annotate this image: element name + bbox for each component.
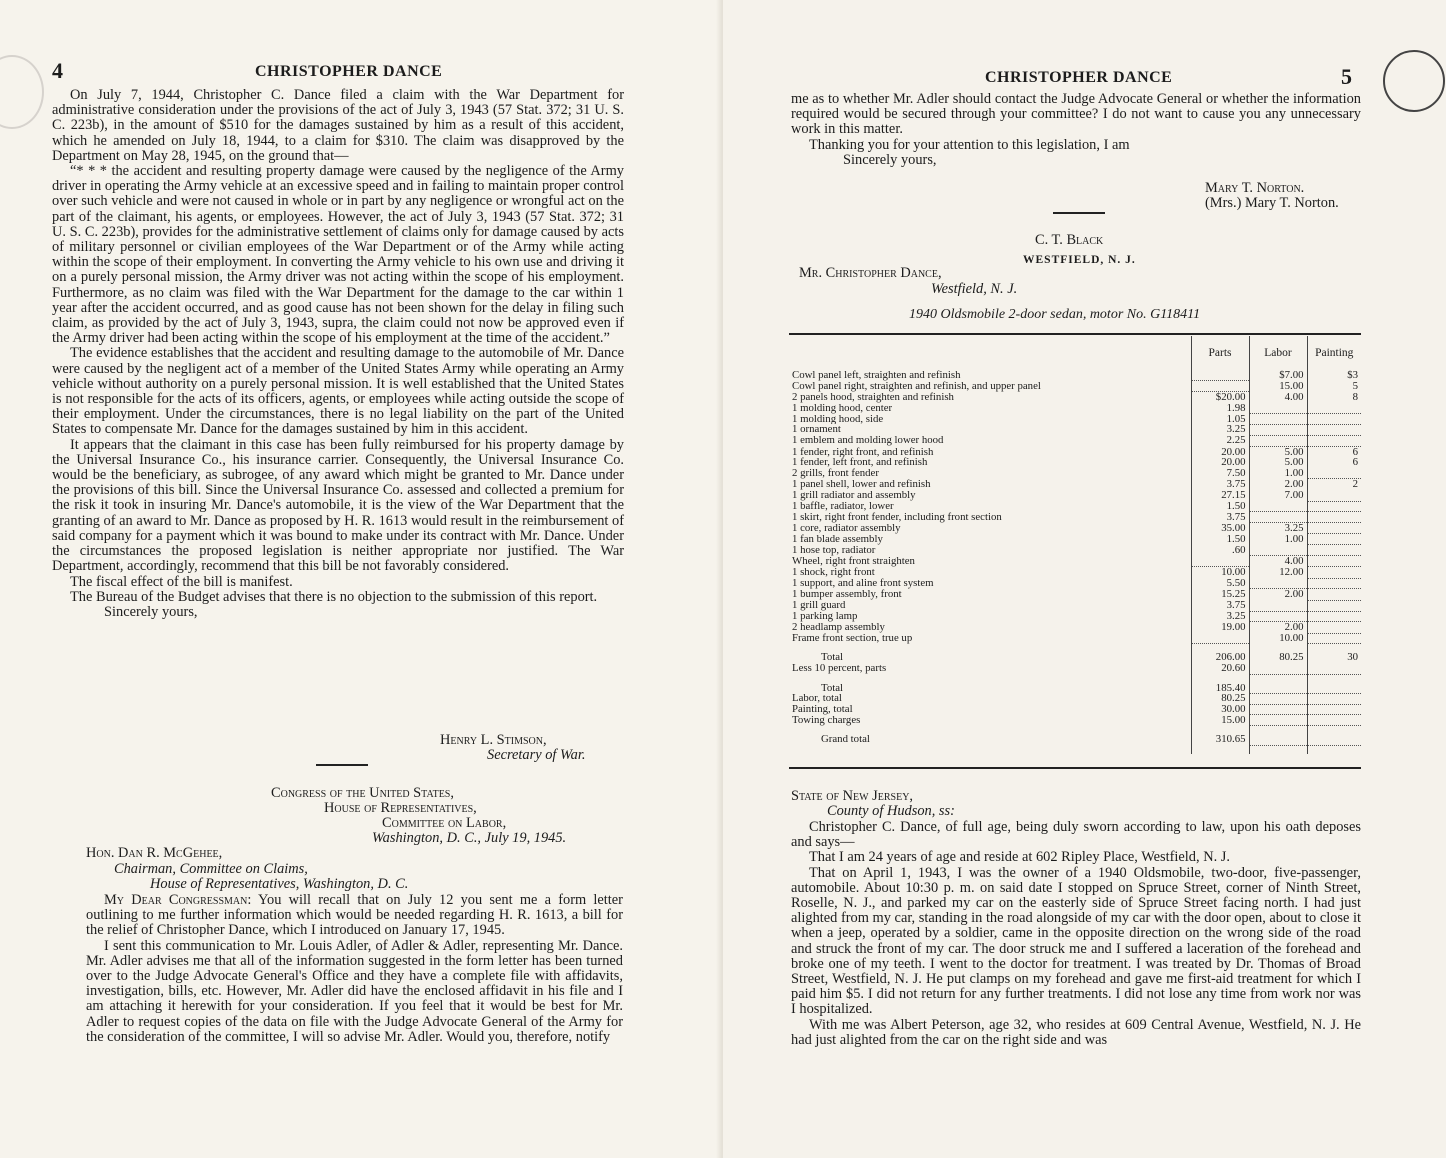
painting-total-label: Painting, total <box>792 704 853 715</box>
less-value: 20.60 <box>1191 663 1249 674</box>
table-row <box>789 622 1361 633</box>
painting-cell <box>1307 424 1361 435</box>
painting-cell <box>1307 501 1361 512</box>
parts-cell: 1.50 <box>1191 534 1249 545</box>
item-description: 1 panel shell, lower and refinish <box>792 478 931 491</box>
table-row-subtotal <box>789 683 1361 694</box>
subtotal-label: Total <box>821 682 844 694</box>
affidavit-county: County of Hudson, ss: <box>827 803 955 819</box>
painting-cell <box>1307 600 1361 611</box>
column-header-labor: Labor <box>1249 336 1307 370</box>
labor-cell <box>1249 403 1307 414</box>
item-description: 2 panels hood, straighten and refinish <box>792 391 954 403</box>
item-description: 1 support, and aline front system <box>792 578 934 589</box>
item-description: 1 grill radiator and assembly <box>792 490 916 502</box>
addressee-org: House of Representatives, Washington, D. C. <box>150 876 409 892</box>
parts-cell: 20.00 <box>1191 446 1249 457</box>
norton-signature-alt: (Mrs.) Mary T. Norton. <box>1205 195 1339 211</box>
labor-cell <box>1249 611 1307 622</box>
norton-letter-continued <box>791 92 1361 168</box>
paragraph: That on April 1, 1943, I was the owner of a 1940 Oldsmobile, two-door, five-passenger, automobile. About 10:30 p. m. on said date I stopped on Spruce Street, corner of Ninth Street, Roselle, N. J., and parked my car on the easterly side of Spruce Street facing north. I had just alighted from my car, standing in the road alongside of my car with the door open, about to close it when a jeep, operated by a soldier, came in the opposite direction on the wrong side of the road and struck the front of my car. The door struck me and I suffered a laceration of the forehead and broke one of my teeth. I went to the doctor for treatment. I was treated by Dr. Thomas of Broad Street, Westfield, N. J. He put clamps on my forehead and gave me first-aid treatment for which I paid him $5. I did not return for any further treatments. I did not lose any time from work nor was I hospitalized. <box>791 864 1361 1018</box>
repair-estimate-table <box>789 336 1361 754</box>
signer-title: Secretary of War. <box>487 747 586 763</box>
running-head-right: CHRISTOPHER DANCE <box>985 69 1173 86</box>
table-row <box>789 545 1361 556</box>
table-row <box>789 567 1361 578</box>
item-description: Cowl panel right, straighten and refinish, and upper panel <box>792 380 1041 392</box>
item-description: 2 grills, front fender <box>792 468 879 479</box>
affidavit-state: State of New Jersey, <box>791 788 914 804</box>
vendor-city: WESTFIELD, N. J. <box>1023 254 1136 266</box>
letter-paragraph: I sent this communication to Mr. Louis Adler, of Adler & Adler, representing Mr. Dance. Mr. Adler advises me that all of the information suggested in the form letter has been turned over to the Judge Advocate General's Office and they have a complete file with affidavits, investigation, bills, etc. However, Mr. Adler did have the enclosed affidavit in his file and I am attaching it herewith for your consideration. If you feel that it would be best for Mr. Adler to request copies of the data on file with the Judge Advocate General of the Army for the consideration of the committee, I will so advise Mr. Adler. Would you, therefore, notify <box>86 937 623 1045</box>
painting-cell <box>1307 633 1361 644</box>
parts-cell <box>1191 633 1249 644</box>
labor-cell: 2.00 <box>1249 622 1307 633</box>
table-row <box>789 501 1361 512</box>
total-label: Total <box>821 652 844 664</box>
painting-cell <box>1307 567 1361 578</box>
page-number-right: 5 <box>1341 64 1352 89</box>
parts-cell <box>1191 370 1249 381</box>
labor-cell: 7.00 <box>1249 490 1307 501</box>
item-description: 1 emblem and molding lower hood <box>792 435 944 447</box>
table-row <box>789 424 1361 435</box>
painting-cell: $3 <box>1307 370 1361 381</box>
table-bottom-rule <box>789 767 1361 769</box>
total-painting: 30 <box>1307 652 1361 663</box>
table-row-towing <box>789 715 1361 726</box>
labor-cell: $7.00 <box>1249 370 1307 381</box>
customer-city: Westfield, N. J. <box>931 281 1018 297</box>
war-dept-report-body <box>52 88 624 620</box>
item-description: 1 fender, left front, and refinish <box>792 457 928 469</box>
item-description: 1 grill guard <box>792 600 846 612</box>
table-row <box>789 370 1361 381</box>
painting-cell <box>1307 534 1361 545</box>
table-row <box>789 414 1361 425</box>
painting-cell <box>1307 545 1361 556</box>
item-description: 1 skirt, right front fender, including front section <box>792 511 1002 523</box>
table-row <box>789 600 1361 611</box>
labor-cell: 10.00 <box>1249 633 1307 644</box>
table-row-total <box>789 652 1361 663</box>
total-parts: 206.00 <box>1191 652 1249 663</box>
item-description: 1 ornament <box>792 424 841 436</box>
parts-cell: 20.00 <box>1191 457 1249 468</box>
labor-total-value: 80.25 <box>1191 693 1249 704</box>
labor-cell <box>1249 435 1307 446</box>
painting-cell: 5 <box>1307 381 1361 392</box>
labor-cell <box>1249 414 1307 425</box>
closing: Sincerely yours, <box>843 151 937 168</box>
labor-cell: 5.00 <box>1249 457 1307 468</box>
painting-total-value: 30.00 <box>1191 704 1249 715</box>
item-description: 1 core, radiator assembly <box>792 522 901 534</box>
table-row <box>789 611 1361 622</box>
item-description: Frame front section, true up <box>792 633 913 644</box>
painting-cell <box>1307 523 1361 534</box>
parts-cell: $20.00 <box>1191 392 1249 403</box>
affidavit-body <box>791 820 1361 1048</box>
running-head-left: CHRISTOPHER DANCE <box>255 63 443 80</box>
parts-cell <box>1191 556 1249 567</box>
table-row <box>789 490 1361 501</box>
paragraph: Thanking you for your attention to this legislation, I am <box>809 136 1130 153</box>
labor-cell: 2.00 <box>1249 589 1307 600</box>
paragraph: Christopher C. Dance, of full age, being duly sworn according to law, upon his oath deposes and says— <box>791 819 1361 851</box>
parts-cell: 3.25 <box>1191 611 1249 622</box>
labor-cell <box>1249 512 1307 523</box>
parts-cell: 19.00 <box>1191 622 1249 633</box>
letterhead-house: House of Representatives, <box>324 800 477 816</box>
page-number-left: 4 <box>52 58 63 83</box>
parts-cell: 10.00 <box>1191 567 1249 578</box>
labor-cell <box>1249 600 1307 611</box>
labor-cell: 1.00 <box>1249 534 1307 545</box>
letterhead-congress: Congress of the United States, <box>271 785 454 801</box>
table-row <box>789 457 1361 468</box>
painting-cell <box>1307 414 1361 425</box>
paragraph: me as to whether Mr. Adler should contact the Judge Advocate General or whether the information required would be secured through your committee? I do not want to cause you any unnecessary work in this matter. <box>791 91 1361 138</box>
parts-cell: 7.50 <box>1191 468 1249 479</box>
letter-paragraph-text: You will recall that on July 12 you sent me a form letter outlining to me further information which would be needed regarding H. R. 1613, a bill for the relief of Christopher Dance, which I introduced on January 17, 1945. <box>86 892 623 939</box>
item-description: 1 shock, right front <box>792 566 875 579</box>
table-row <box>789 523 1361 534</box>
painting-cell: 8 <box>1307 392 1361 403</box>
table-row <box>789 446 1361 457</box>
norton-signature: Mary T. Norton. <box>1205 180 1305 196</box>
salutation: My Dear Congressman: <box>104 892 252 908</box>
grand-total-label: Grand total <box>821 734 870 745</box>
painting-cell <box>1307 578 1361 589</box>
table-row <box>789 381 1361 392</box>
table-row <box>789 435 1361 446</box>
paragraph: It appears that the claimant in this case has been fully reimbursed for his property damage by the Universal Insurance Co., his insurance carrier. Consequently, the Universal Insurance Co. would be the beneficiary, as subrogee, of any award which might be granted to Mr. Dance under the provisions of this bill. Since the Universal Insurance Co. assessed and collected a premium for the risk it took in insuring Mr. Dance's automobile, it is the view of the War Department that the granting of an award to Mr. Dance as proposed by H. R. 1613 would result in the reimbursement of said company for a payment which it was bound to make under its contract with Mr. Dance. Under the circumstances the proposed legislation is neither appropriate nor justified. The War Department, accordingly, recommend that this bill be not favorably considered. <box>52 436 624 575</box>
letterhead-committee: Committee on Labor, <box>382 815 507 831</box>
section-divider <box>316 764 368 766</box>
towing-value: 15.00 <box>1191 715 1249 726</box>
labor-cell: 1.00 <box>1249 468 1307 479</box>
addressee-title: Chairman, Committee on Claims, <box>114 861 308 877</box>
item-description: 2 headlamp assembly <box>792 621 885 634</box>
norton-letter-body <box>86 893 623 1045</box>
painting-cell <box>1307 512 1361 523</box>
parts-cell: 1.50 <box>1191 501 1249 512</box>
column-header-item <box>789 336 1191 370</box>
item-description: 1 fan blade assembly <box>792 533 883 545</box>
painting-cell <box>1307 490 1361 501</box>
parts-cell: 1.98 <box>1191 403 1249 414</box>
paragraph: On July 7, 1944, Christopher C. Dance filed a claim with the War Department for administrative consideration under the provisions of the act of July 3, 1943 (57 Stat. 372; 31 U. S. C. 223b), in the amount of $510 for the damages sustained by him as a result of this accident, which he amended on July 18, 1944, to a claim for $310. The claim was disapproved by the Department on May 28, 1945, on the ground that— <box>52 87 624 164</box>
archive-stamp-faint <box>0 55 44 129</box>
table-header-row <box>789 336 1361 370</box>
parts-cell: 5.50 <box>1191 578 1249 589</box>
painting-cell <box>1307 435 1361 446</box>
table-row-labor-total <box>789 693 1361 704</box>
painting-cell: 6 <box>1307 446 1361 457</box>
estimate-totals <box>789 644 1361 754</box>
paragraph: The fiscal effect of the bill is manifest. <box>70 573 293 590</box>
vehicle-description: 1940 Oldsmobile 2-door sedan, motor No. G118411 <box>909 307 1201 322</box>
towing-label: Towing charges <box>792 714 861 726</box>
table-row-painting-total <box>789 704 1361 715</box>
labor-cell: 3.25 <box>1249 523 1307 534</box>
table-row <box>789 479 1361 490</box>
signer-name: Henry L. Stimson, <box>440 732 547 748</box>
item-description: 1 bumper assembly, front <box>792 588 902 601</box>
labor-cell: 4.00 <box>1249 556 1307 567</box>
table-row <box>789 589 1361 600</box>
parts-cell <box>1191 381 1249 392</box>
table-row <box>789 512 1361 523</box>
parts-cell: 3.75 <box>1191 512 1249 523</box>
painting-cell <box>1307 556 1361 567</box>
table-row <box>789 468 1361 479</box>
labor-cell: 5.00 <box>1249 446 1307 457</box>
estimate-rows <box>789 370 1361 644</box>
total-labor: 80.25 <box>1249 652 1307 663</box>
less-label: Less 10 percent, parts <box>792 663 887 675</box>
table-row <box>789 556 1361 567</box>
table-row <box>789 392 1361 403</box>
library-stamp <box>1383 50 1445 112</box>
grand-total-value: 310.65 <box>1191 734 1249 745</box>
painting-cell <box>1307 622 1361 633</box>
painting-cell <box>1307 468 1361 479</box>
table-top-rule <box>789 333 1361 335</box>
parts-cell: 1.05 <box>1191 414 1249 425</box>
parts-cell: 2.25 <box>1191 435 1249 446</box>
table-row-grand-total <box>789 734 1361 745</box>
labor-cell: 12.00 <box>1249 567 1307 578</box>
parts-cell: 35.00 <box>1191 523 1249 534</box>
item-description: 1 hose top, radiator <box>792 544 876 556</box>
labor-cell <box>1249 545 1307 556</box>
parts-cell: .60 <box>1191 545 1249 556</box>
parts-cell: 15.25 <box>1191 589 1249 600</box>
paragraph: With me was Albert Peterson, age 32, who resides at 609 Central Avenue, Westfield, N. J. He had just alighted from the car on the right side and was <box>791 1016 1361 1048</box>
labor-cell: 4.00 <box>1249 392 1307 403</box>
addressee-name: Hon. Dan R. McGehee, <box>86 845 223 861</box>
paragraph: That I am 24 years of age and reside at 602 Ripley Place, Westfield, N. J. <box>809 849 1230 866</box>
labor-cell: 2.00 <box>1249 479 1307 490</box>
labor-cell <box>1249 424 1307 435</box>
vendor-name: C. T. Black <box>1035 232 1104 248</box>
parts-cell: 3.75 <box>1191 479 1249 490</box>
parts-cell: 27.15 <box>1191 490 1249 501</box>
subtotal-value: 185.40 <box>1191 683 1249 694</box>
item-description: 1 fender, right front, and refinish <box>792 446 934 458</box>
closing: Sincerely yours, <box>104 603 198 620</box>
item-description: 1 parking lamp <box>792 611 858 622</box>
parts-cell: 3.25 <box>1191 424 1249 435</box>
painting-cell: 2 <box>1307 479 1361 490</box>
table-row-less <box>789 663 1361 674</box>
painting-cell <box>1307 589 1361 600</box>
paragraph: The Bureau of the Budget advises that there is no objection to the submission of this report. <box>70 588 598 605</box>
column-header-painting: Painting <box>1307 336 1361 370</box>
item-description: 1 molding hood, side <box>792 413 884 425</box>
labor-cell <box>1249 501 1307 512</box>
labor-total-label: Labor, total <box>792 693 842 705</box>
customer-name: Mr. Christopher Dance, <box>799 265 942 281</box>
letterhead-date: Washington, D. C., July 19, 1945. <box>372 830 567 846</box>
right-page <box>723 0 1446 1158</box>
column-header-parts: Parts <box>1191 336 1249 370</box>
table-row <box>789 633 1361 644</box>
table-row <box>789 403 1361 414</box>
labor-cell <box>1249 578 1307 589</box>
table-row <box>789 578 1361 589</box>
parts-cell: 3.75 <box>1191 600 1249 611</box>
table-row <box>789 534 1361 545</box>
painting-cell: 6 <box>1307 457 1361 468</box>
painting-cell <box>1307 403 1361 414</box>
item-description: Wheel, right front straighten <box>792 555 915 567</box>
labor-cell: 15.00 <box>1249 381 1307 392</box>
item-description: 1 molding hood, center <box>792 402 893 414</box>
block-quote: “* * * the accident and resulting property damage were caused by the negligence of the Army driver in operating the Army vehicle at an excessive speed and in failing to maintain proper control over such vehicle and were not caused in whole or in part by any negligence or wrongful act on the part of the claimant, his agents, or employees. However, the act of July 3, 1943 (57 Stat. 372; 31 U. S. C. 223b), provides for the administrative settlement of claims only for damage caused by acts of military personnel or civilian employees of the War Department or of the Army while acting within the scope of their employment. In converting the Army vehicle to his own use and driving it on a purely personal mission, the Army driver was not acting within the scope of his employment. Furthermore, as no claim was filed with the War Department for the damage to the car within 1 year after the accident occurred, and as good cause has not been shown for the delay in filing such claim, as provided by the act of July 3, 1943, supra, the claim could not now be approved even if the Army driver had been acting within the scope of his employment at the time of the accident.” <box>52 163 624 347</box>
item-description: 1 baffle, radiator, lower <box>792 501 894 512</box>
section-divider <box>1053 212 1105 214</box>
letter-paragraph <box>86 893 623 939</box>
item-description: Cowl panel left, straighten and refinish <box>792 370 961 381</box>
painting-cell <box>1307 611 1361 622</box>
paragraph: The evidence establishes that the accident and resulting damage to the automobile of Mr. Dance were caused by the negligent act of a member of the United States Army while operating an Army vehicle without authority on a purely personal mission. It is well established that the United States is not responsible for the acts of its officers, agents, or employees while acting outside the scope of their employment. Under the circumstances, there is no legal liability on the part of the United States to compensate Mr. Dance for the damages sustained by him in this accident. <box>52 345 624 438</box>
